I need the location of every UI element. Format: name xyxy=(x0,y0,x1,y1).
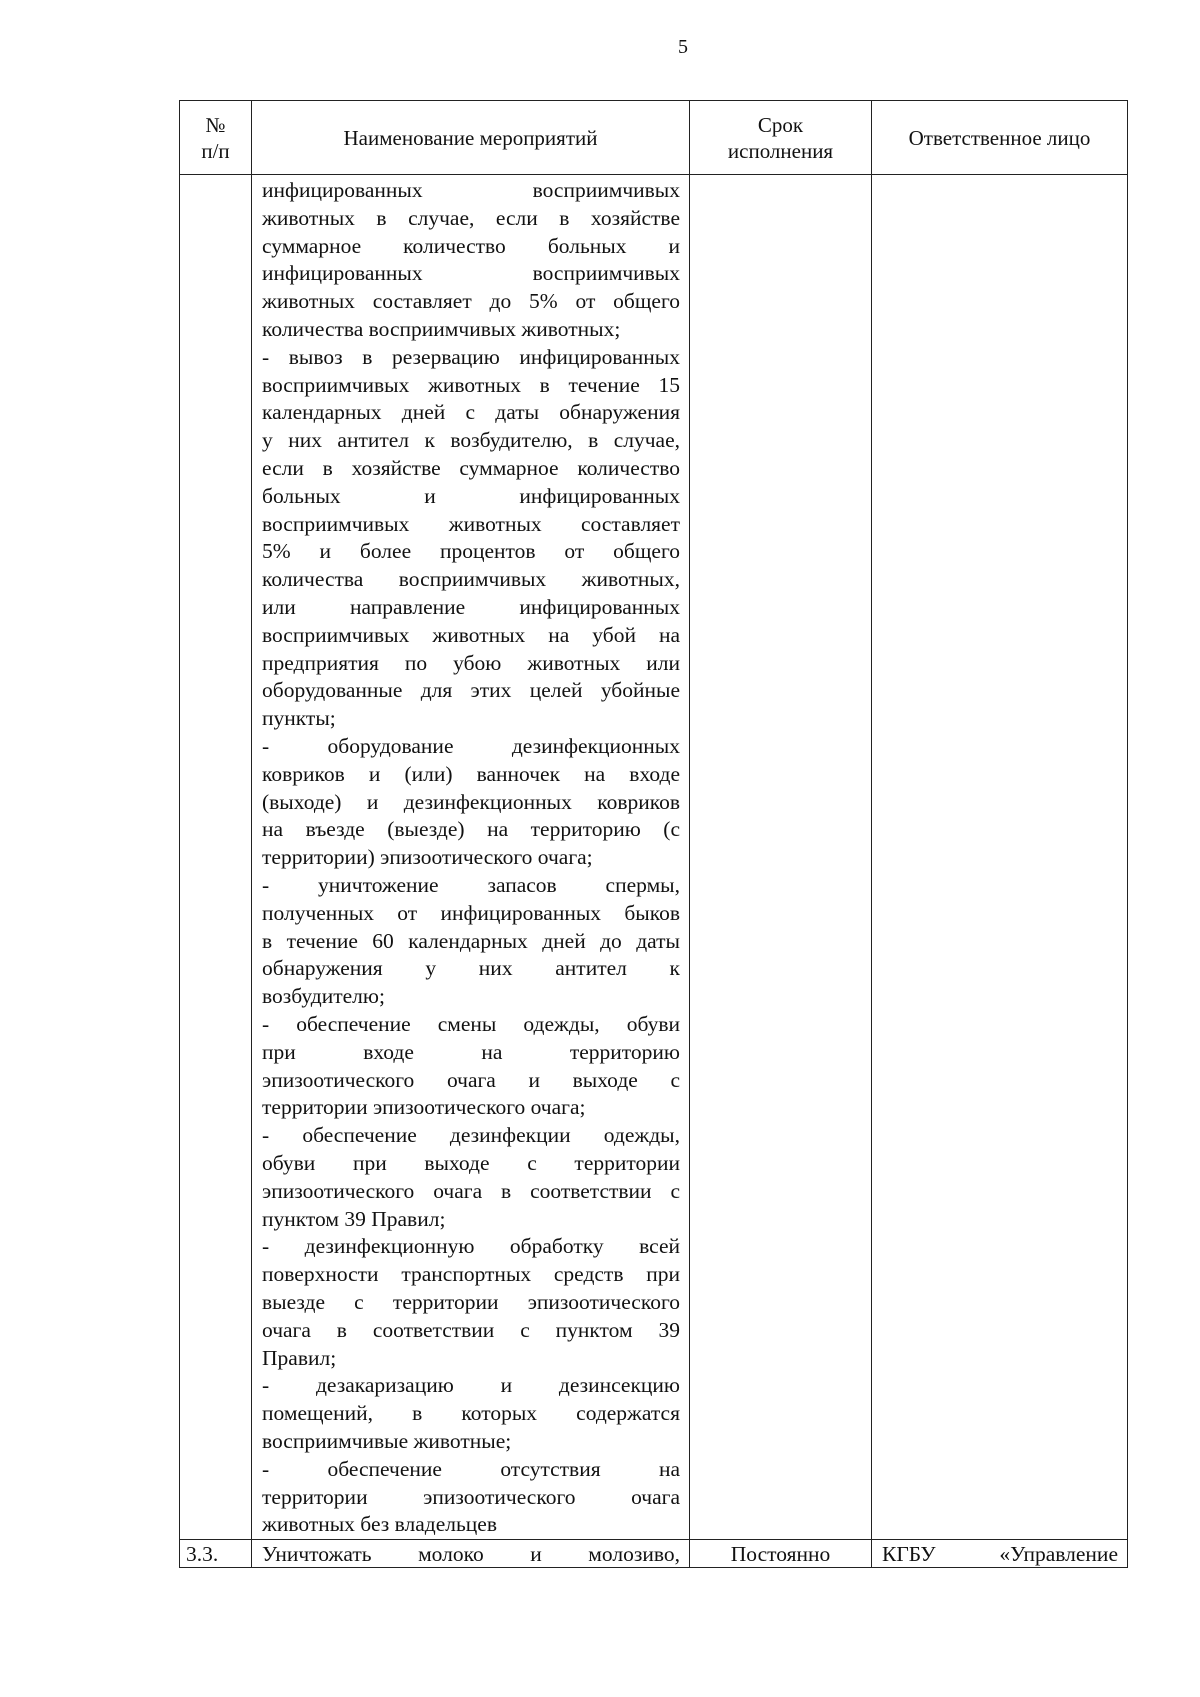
text-line: - обеспечение отсутствия на xyxy=(262,1456,680,1481)
header-term-line1: Срок xyxy=(757,112,804,137)
text-line: территории эпизоотического очага xyxy=(262,1484,680,1509)
col-border xyxy=(1127,100,1128,1568)
text-line: обнаружения у них антител к xyxy=(262,956,680,981)
text-line: территории эпизоотического очага; xyxy=(262,1095,586,1120)
text-line: инфицированных восприимчивых xyxy=(262,261,680,286)
text-line: помещений, в которых содержатся xyxy=(262,1401,680,1426)
text-line: - уничтожение запасов спермы, xyxy=(262,873,680,897)
header-num xyxy=(180,101,251,174)
header-num-line1: № xyxy=(205,112,226,137)
text-line: в течение 60 календарных дней до даты xyxy=(262,928,680,953)
row-3-3-term: Постоянно xyxy=(730,1542,831,1566)
text-line: очага в соответствии с пунктом 39 xyxy=(262,1317,680,1342)
text-line: - дезакаризацию и дезинсекцию xyxy=(262,1373,680,1398)
text-line: суммарное количество больных и xyxy=(262,233,680,258)
header-name xyxy=(252,101,689,174)
text-line: оборудованные для этих целей убойные xyxy=(262,678,680,703)
text-line: восприимчивых животных на убой на xyxy=(262,622,680,647)
text-line: восприимчивые животные; xyxy=(262,1429,512,1453)
text-line: эпизоотического очага и выходе с xyxy=(262,1067,680,1092)
row-3-3-responsible: КГБУ «Управление xyxy=(882,1542,1118,1566)
header-term xyxy=(690,101,871,174)
text-line: - вывоз в резервацию инфицированных xyxy=(262,344,680,369)
text-line: инфицированных восприимчивых xyxy=(262,178,680,202)
text-line: количества восприимчивых животных; xyxy=(262,317,621,341)
text-line: 5% и более процентов от общего xyxy=(262,539,680,564)
header-responsible-label: Ответственное лицо xyxy=(908,125,1091,150)
row-3-3-num: 3.3. xyxy=(186,1542,219,1566)
text-line: животных без владельцев xyxy=(262,1512,497,1537)
col-border xyxy=(871,100,872,1568)
text-line: больных и инфицированных xyxy=(262,483,680,508)
text-line: - обеспечение смены одежды, обуви xyxy=(262,1012,680,1036)
header-divider xyxy=(179,174,1128,175)
text-line: количества восприимчивых животных, xyxy=(262,567,680,592)
text-line: - оборудование дезинфекционных xyxy=(262,734,680,758)
text-line: (выходе) и дезинфекционных ковриков xyxy=(262,789,680,814)
text-line: животных в случае, если в хозяйстве xyxy=(262,205,680,230)
page-number: 5 xyxy=(678,36,688,58)
text-line: полученных от инфицированных быков xyxy=(262,900,680,925)
text-line: обуви при выходе с территории xyxy=(262,1151,680,1175)
text-line: поверхности транспортных средств при xyxy=(262,1262,680,1287)
col-border xyxy=(251,100,252,1568)
header-name-label: Наименование мероприятий xyxy=(343,125,598,150)
text-line: у них антител к возбудителю, в случае, xyxy=(262,428,680,453)
col-border xyxy=(179,100,180,1568)
text-line: - обеспечение дезинфекции одежды, xyxy=(262,1123,680,1148)
text-line: возбудителю; xyxy=(262,984,385,1009)
table-border-bottom xyxy=(179,1567,1128,1568)
text-line: при входе на территорию xyxy=(262,1039,680,1064)
text-line: территории) эпизоотического очага; xyxy=(262,845,593,870)
row-3-3-name: Уничтожать молоко и молозиво, xyxy=(262,1542,680,1566)
col-border xyxy=(689,100,690,1568)
header-term-line2: исполнения xyxy=(727,138,834,163)
text-line: на въезде (выезде) на территорию (с xyxy=(262,817,680,842)
text-line: предприятия по убою животных или xyxy=(262,650,680,675)
text-line: восприимчивых животных в течение 15 xyxy=(262,372,680,397)
text-line: выезде с территории эпизоотического xyxy=(262,1290,680,1314)
text-line: животных составляет до 5% от общего xyxy=(262,289,680,314)
text-line: Правил; xyxy=(262,1345,337,1370)
text-line: ковриков и (или) ванночек на входе xyxy=(262,761,680,786)
text-line: - дезинфекционную обработку всей xyxy=(262,1234,680,1259)
text-line: эпизоотического очага в соответствии с xyxy=(262,1178,680,1203)
text-line: или направление инфицированных xyxy=(262,595,680,619)
text-line: пункты; xyxy=(262,706,336,731)
row-divider xyxy=(179,1539,1128,1540)
text-line: если в хозяйстве суммарное количество xyxy=(262,456,680,480)
header-responsible xyxy=(872,101,1127,174)
text-line: календарных дней с даты обнаружения xyxy=(262,400,680,425)
text-line: пунктом 39 Правил; xyxy=(262,1206,446,1231)
text-line: восприимчивых животных составляет xyxy=(262,511,680,536)
header-num-line2: п/п xyxy=(201,138,230,163)
